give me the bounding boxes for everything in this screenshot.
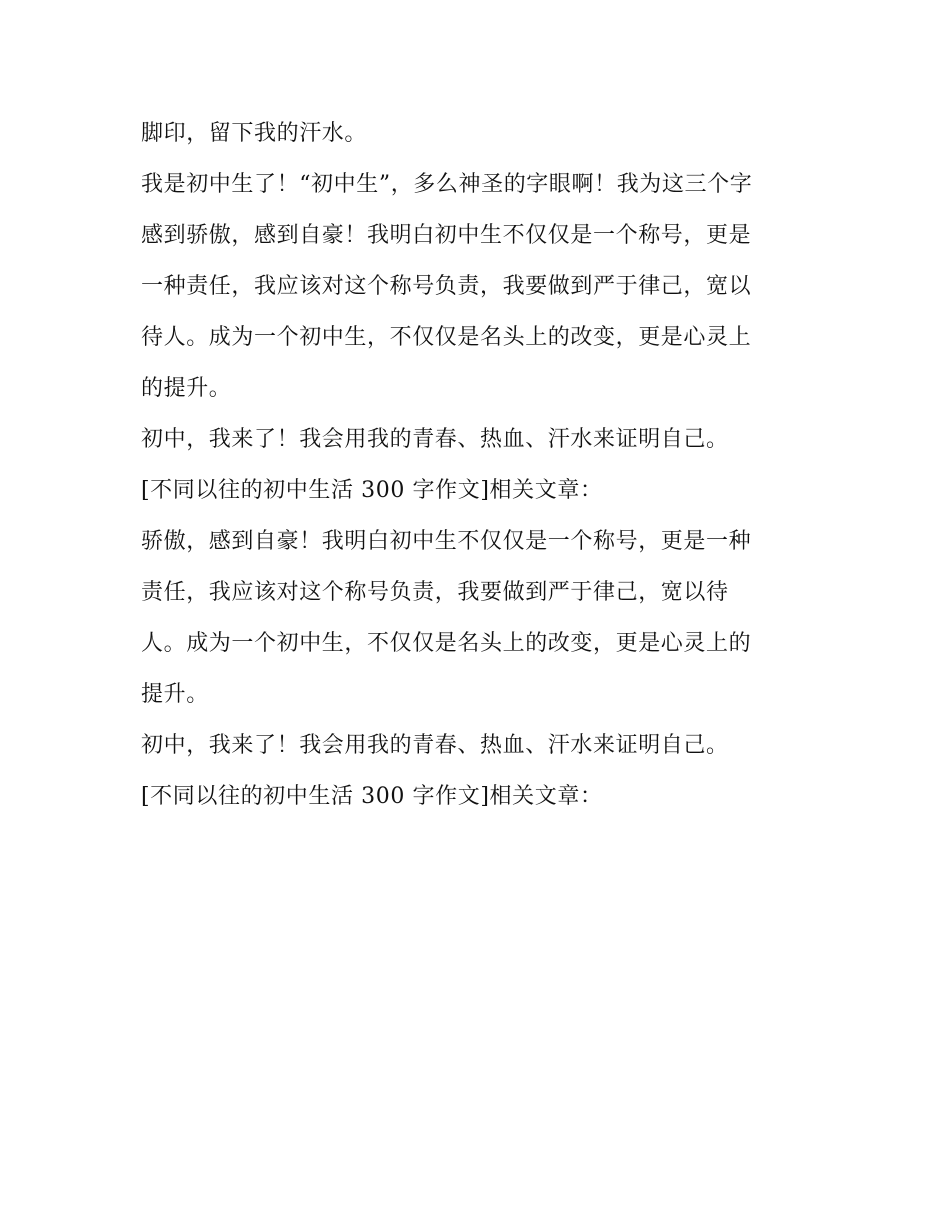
text-line: 的提升。 — [141, 376, 232, 401]
text-line: 人。成为一个初中生，不仅仅是名头上的改变，更是心灵上的 — [141, 631, 752, 656]
text-line: 我是初中生了！“初中生”，多么神圣的字眼啊！我为这三个字 — [141, 172, 753, 197]
text-line: 初中，我来了！我会用我的青春、热血、汗水来证明自己。 — [141, 427, 729, 452]
text-line: 一种责任，我应该对这个称号负责，我要做到严于律己，宽以 — [141, 274, 752, 299]
text-line: 初中，我来了！我会用我的青春、热血、汗水来证明自己。 — [141, 733, 729, 758]
text-line: 骄傲，感到自豪！我明白初中生不仅仅是一个称号，更是一种 — [141, 529, 752, 554]
text-line: 脚印，留下我的汗水。 — [141, 121, 368, 146]
text-line: 提升。 — [141, 682, 209, 707]
related-articles-heading: [不同以往的初中生活 300 字作文]相关文章： — [141, 478, 603, 503]
text-line: 待人。成为一个初中生，不仅仅是名头上的改变，更是心灵上 — [141, 325, 752, 350]
related-articles-heading: [不同以往的初中生活 300 字作文]相关文章： — [141, 784, 603, 809]
document-body — [141, 108, 813, 822]
text-line: 感到骄傲，感到自豪！我明白初中生不仅仅是一个称号，更是 — [141, 223, 752, 248]
text-line: 责任，我应该对这个称号负责，我要做到严于律己，宽以待 — [141, 580, 729, 605]
